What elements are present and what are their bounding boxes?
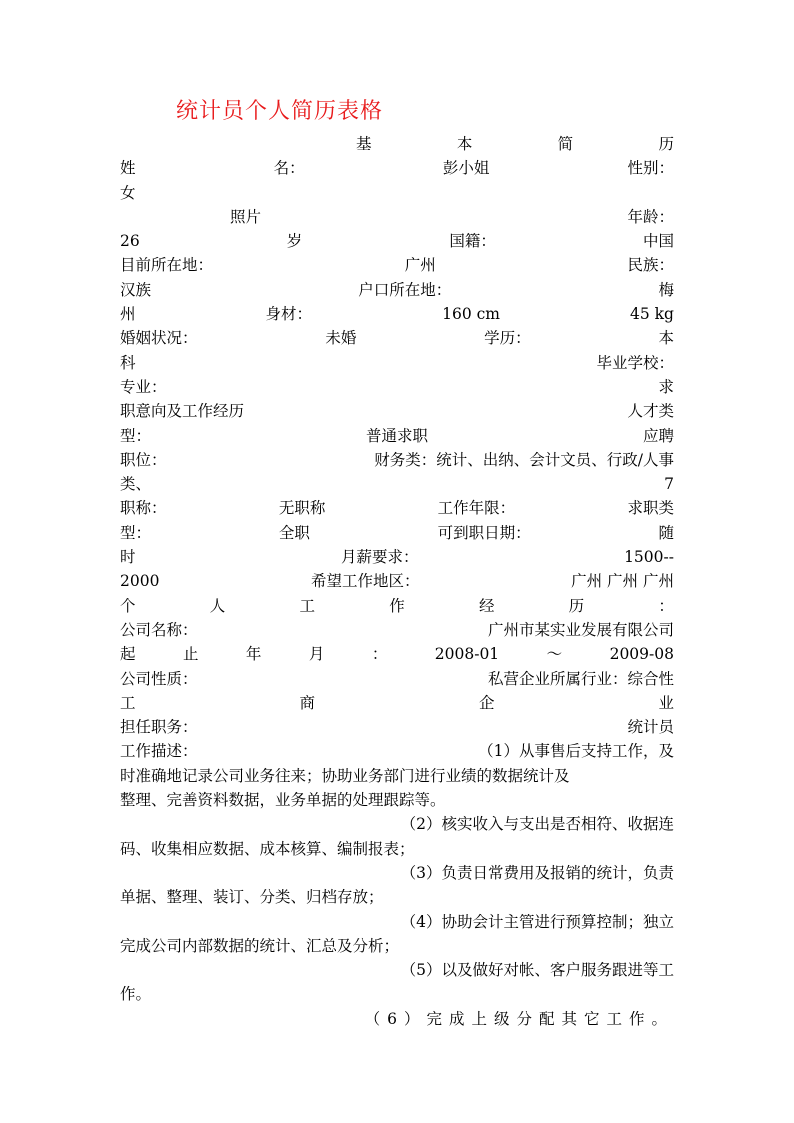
text-segment: 公司名称： bbox=[120, 620, 198, 639]
text-line bbox=[120, 982, 674, 1006]
text-segment: 广州 bbox=[404, 256, 436, 275]
text-segment: 州 bbox=[120, 305, 136, 324]
text-segment: （4）协助会计主管进行预算控制；独立 bbox=[400, 912, 674, 931]
text-segment: 经 bbox=[478, 596, 495, 615]
text-segment: 时 bbox=[120, 548, 136, 567]
text-segment: 随 bbox=[658, 523, 674, 542]
text-line bbox=[120, 691, 674, 715]
text-segment: 应聘 bbox=[642, 426, 674, 445]
text-segment: 160 cm bbox=[442, 305, 500, 324]
text-segment: 单据、整理、装订、分类、归档存放； bbox=[120, 888, 384, 907]
text-segment: 人 bbox=[209, 596, 226, 615]
text-line bbox=[120, 618, 674, 642]
text-line bbox=[120, 496, 674, 520]
text-segment: 科 bbox=[120, 353, 136, 372]
text-segment: 2009-08 bbox=[609, 645, 674, 664]
text-segment: 财务类：统计、出纳、会计文员、行政/人事 bbox=[374, 450, 674, 469]
text-segment: 个 bbox=[120, 596, 136, 615]
text-line bbox=[120, 861, 674, 885]
text-segment: 月薪要求： bbox=[341, 548, 419, 567]
text-segment: 作。 bbox=[120, 985, 152, 1004]
text-segment: 7 bbox=[664, 475, 674, 494]
text-segment: 民族： bbox=[627, 256, 674, 275]
text-segment: ： bbox=[371, 645, 388, 664]
text-segment: 岁 bbox=[286, 232, 303, 251]
text-line bbox=[120, 545, 674, 569]
text-segment: 1500-- bbox=[624, 548, 674, 567]
document-title: 统计员个人简历表格 bbox=[176, 99, 384, 124]
text-segment: 无职称 bbox=[278, 499, 326, 518]
text-segment: （6）完成上级分配其它工作。 bbox=[364, 1009, 674, 1028]
text-segment: 码、收集相应数据、成本核算、编制报表； bbox=[120, 839, 415, 858]
text-segment: 类、 bbox=[120, 475, 152, 494]
text-segment: 普通求职 bbox=[365, 426, 428, 445]
text-line bbox=[120, 229, 674, 253]
text-segment: 工作年限： bbox=[437, 499, 516, 518]
text-line bbox=[120, 788, 674, 812]
text-line bbox=[120, 642, 674, 666]
text-segment: 工 bbox=[120, 693, 136, 712]
text-segment: 商 bbox=[299, 693, 315, 712]
text-segment: 学历： bbox=[484, 329, 531, 348]
text-line bbox=[120, 424, 674, 448]
text-segment: 止 bbox=[182, 645, 199, 664]
text-segment: 年 bbox=[245, 645, 262, 664]
text-line bbox=[120, 934, 674, 958]
text-line bbox=[120, 205, 674, 229]
text-segment: ～ bbox=[546, 645, 563, 664]
text-segment: 身材： bbox=[265, 305, 313, 324]
text-segment: 职意向及工作经历 bbox=[120, 402, 245, 421]
text-line bbox=[120, 812, 674, 836]
text-segment: 时准确地记录公司业务往来；协助业务部门进行业绩的数据统计及 bbox=[120, 766, 570, 785]
text-segment: 汉族 bbox=[120, 280, 152, 299]
text-segment: 职称： bbox=[120, 499, 167, 518]
text-segment: 业 bbox=[658, 693, 674, 712]
text-segment: （2）核实收入与支出是否相符、收据连 bbox=[400, 815, 674, 834]
text-line bbox=[120, 715, 674, 739]
text-line bbox=[120, 958, 674, 982]
text-segment: ： bbox=[658, 596, 674, 615]
text-segment: 型： bbox=[120, 523, 152, 542]
text-line bbox=[120, 278, 674, 302]
text-segment: 希望工作地区： bbox=[311, 572, 420, 591]
text-segment: 中国 bbox=[642, 232, 674, 251]
text-segment: 工 bbox=[299, 596, 315, 615]
text-line bbox=[120, 910, 674, 934]
text-line bbox=[120, 326, 674, 350]
text-segment: 2000 bbox=[120, 572, 160, 591]
text-line bbox=[120, 569, 674, 593]
text-line bbox=[120, 764, 674, 788]
text-segment: 可到职日期： bbox=[437, 523, 531, 542]
text-line bbox=[120, 302, 674, 326]
text-segment: 未婚 bbox=[325, 329, 357, 348]
text-segment: 统计员 bbox=[627, 718, 674, 737]
text-segment: 女 bbox=[120, 183, 136, 202]
text-segment: 户口所在地： bbox=[358, 280, 452, 299]
text-line bbox=[120, 156, 674, 180]
text-segment: 企 bbox=[478, 693, 495, 712]
text-segment: 26 bbox=[120, 232, 140, 251]
text-line bbox=[120, 885, 674, 909]
text-segment: 求职类 bbox=[627, 499, 674, 518]
text-segment: 45 kg bbox=[630, 305, 674, 324]
text-line bbox=[120, 594, 674, 618]
text-segment: （3）负责日常费用及报销的统计，负责 bbox=[400, 863, 674, 882]
text-line bbox=[120, 667, 674, 691]
text-segment: 婚姻状况： bbox=[120, 329, 198, 348]
text-segment: 型： bbox=[120, 426, 152, 445]
text-segment: 职位： bbox=[120, 450, 167, 469]
text-line bbox=[120, 837, 674, 861]
text-segment: 照片 bbox=[230, 207, 262, 226]
text-line bbox=[120, 351, 674, 375]
text-segment: 历 bbox=[658, 135, 674, 153]
text-segment: 整理、完善资料数据，业务单据的处理跟踪等。 bbox=[120, 791, 446, 810]
document-body bbox=[120, 132, 674, 1031]
text-segment: 起 bbox=[120, 645, 136, 664]
text-line bbox=[120, 132, 674, 156]
text-segment: （1）从事售后支持工作，及 bbox=[478, 742, 674, 761]
text-segment: 月 bbox=[308, 645, 325, 664]
text-line bbox=[120, 521, 674, 545]
text-segment: 本 bbox=[658, 329, 674, 348]
text-segment: 2008-01 bbox=[434, 645, 500, 664]
text-line bbox=[120, 181, 674, 205]
text-segment: 国籍： bbox=[449, 232, 496, 251]
text-segment: 求 bbox=[658, 377, 674, 396]
text-segment: 年龄： bbox=[627, 207, 674, 226]
text-segment: 本 bbox=[456, 135, 473, 153]
text-segment: 完成公司内部数据的统计、汇总及分析； bbox=[120, 936, 400, 955]
text-segment: 彭小姐 bbox=[442, 159, 490, 178]
text-segment: 毕业学校： bbox=[596, 353, 674, 372]
text-segment: 广州市某实业发展有限公司 bbox=[487, 620, 674, 639]
text-line bbox=[120, 253, 674, 277]
text-segment: （5）以及做好对帐、客户服务跟进等工 bbox=[400, 961, 674, 980]
text-segment: 人才类 bbox=[627, 402, 674, 421]
text-segment: 专业： bbox=[120, 377, 167, 396]
text-segment: 性别： bbox=[627, 159, 674, 178]
text-line bbox=[120, 472, 674, 496]
text-segment: 私营企业所属行业：综合性 bbox=[487, 669, 674, 688]
text-segment: 担任职务： bbox=[120, 718, 198, 737]
text-segment: 作 bbox=[389, 596, 405, 615]
text-segment: 名： bbox=[273, 159, 305, 178]
text-segment: 基 bbox=[356, 135, 372, 153]
text-segment: 公司性质： bbox=[120, 669, 198, 688]
text-line bbox=[120, 448, 674, 472]
text-line bbox=[120, 1007, 674, 1031]
text-line bbox=[120, 399, 674, 423]
text-line bbox=[120, 375, 674, 399]
text-segment: 工作描述： bbox=[120, 742, 198, 761]
text-segment: 全职 bbox=[278, 523, 310, 542]
text-segment: 广州 广州 广州 bbox=[571, 572, 674, 591]
text-segment: 目前所在地： bbox=[120, 256, 214, 275]
text-line bbox=[120, 739, 674, 763]
text-segment: 历 bbox=[568, 596, 585, 615]
text-segment: 姓 bbox=[120, 159, 136, 178]
text-segment: 梅 bbox=[658, 280, 674, 299]
text-segment: 简 bbox=[557, 135, 574, 153]
